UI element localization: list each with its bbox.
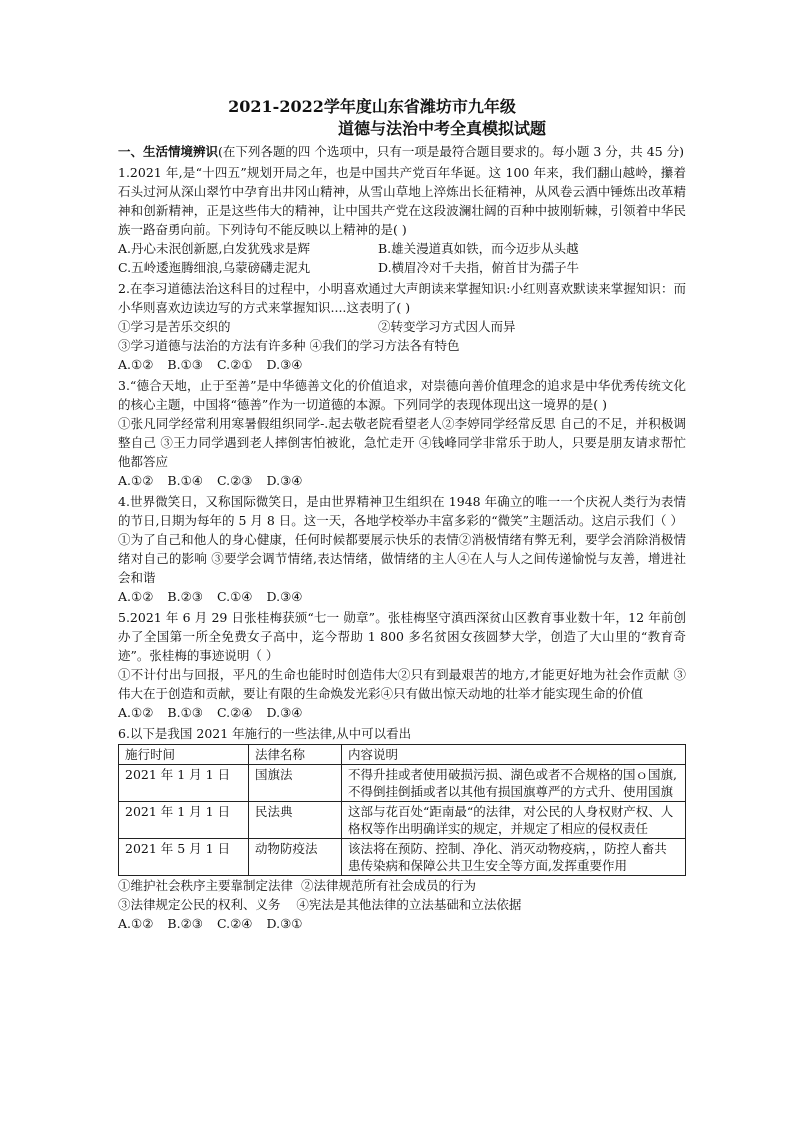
exam-title-line2: 道德与法治中考全真模拟试题 <box>337 119 546 138</box>
question-2-answer-c[interactable]: C.②① <box>217 357 253 372</box>
question-2-statements-row1 <box>118 317 686 336</box>
question-2-stem: 2.在李习道德法治这科目的过程中，小明喜欢通过大声朗读来掌握知识:小红则喜欢默读来掌握知识：而小华则喜欢边读边写的方式来掌握知识....这表明了( ) <box>118 281 686 315</box>
question-4-stem: 4.世界微笑日，又称国际微笑日，是由世界精神卫生组织在 1948 年确立的唯一一个庆祝人类行为表情的节日,日期为每年的 5 月 8 日。这一天，各地学校举办丰富多彩的“微笑”主题活动。这启示我们（ ） <box>118 494 686 528</box>
question-4-answer-d[interactable]: D.③④ <box>266 589 303 604</box>
law-table-cell-desc: 该法将在预防、控制、净化、消灭动物疫病，，防控人畜共患传染病和保障公共卫生安全等方面,发挥重要作用 <box>342 839 686 876</box>
question-4-answer-a[interactable]: A.①② <box>118 589 154 604</box>
question-1-option-b[interactable]: B.雄关漫道真如铁，而今迈步从头越 <box>378 241 579 256</box>
question-2-statement-3: ③学习道德与法治的方法有许多种 <box>118 338 306 353</box>
question-1-options-row2 <box>118 258 686 277</box>
question-2-statement-4: ④我们的学习方法各有特色 <box>309 338 460 353</box>
question-3-answer-d[interactable]: D.③④ <box>266 473 303 488</box>
table-row <box>119 765 686 802</box>
question-4-body: ①为了自己和他人的身心健康，任何时候都要展示快乐的表情②消极情绪有弊无利，要学会消除消极情绪对自己的影响 ③要学会调节情绪,表达情绪，做情绪的主人④在人与人之间传递愉悦与友善，增进社会和谐 <box>118 532 686 585</box>
question-5-body: ①不计付出与回报，平凡的生命也能时时创造伟大②只有到最艰苦的地方,才能更好地为社会作贡献 ③伟大在于创造和贡献，要让有限的生命焕发光彩④只有做出惊天动地的壮举才能实现生命的价值 <box>118 667 686 701</box>
law-table-cell-date: 2021 年 1 月 1 日 <box>119 802 249 839</box>
question-6-stem: 6.以下是我国 2021 年施行的一些法律,从中可以看出 <box>118 726 412 741</box>
question-6-statements-row2 <box>118 895 686 914</box>
question-5-answer-a[interactable]: A.①② <box>118 705 154 720</box>
question-4 <box>118 492 686 606</box>
question-2-statement-2: ②转变学习方式因人而异 <box>378 319 516 334</box>
question-1-stem: 1.2021 年,是“十四五”规划开局之年，也是中国共产党百年华诞。这 100 年来，我们翻山越岭，攥着石头过河从深山翠竹中孕育出井冈山精神，从雪山草地上淬炼出长征精神，从风卷云酒中锤炼出改革精神和创新精神，正是这些伟大的精神，让中国共产党在这段波澜壮阔的百种中披刚斩棘，引领着中华民族一路奋勇向前。下列诗句不能反映以上精神的是( ) <box>118 165 686 237</box>
question-1-option-a[interactable]: A.丹心未泯创新愿,白发犹残求是辉 <box>118 241 310 256</box>
question-5-answer-d[interactable]: D.③④ <box>266 705 303 720</box>
section1-header <box>118 142 686 161</box>
law-table-cell-date: 2021 年 1 月 1 日 <box>119 765 249 802</box>
question-3-answer-a[interactable]: A.①② <box>118 473 154 488</box>
question-6-statement-4: ④宪法是其他法律的立法基础和立法依据 <box>296 897 522 912</box>
law-table-cell-desc: 不得升挂或者使用破损污损、湖色或者不合规格的国ｏ国旗,不得倒挂倒插或者以其他有损国旗尊严的方式升、使用国旗 <box>342 765 686 802</box>
question-2-statements-row2 <box>118 336 686 355</box>
law-table-header-date: 施行时间 <box>119 745 249 765</box>
question-2-answer-b[interactable]: B.①③ <box>167 357 203 372</box>
question-2-answer-a[interactable]: A.①② <box>118 357 154 372</box>
question-1-option-c[interactable]: C.五岭逶迤腾细浪,乌蒙磅礴走泥丸 <box>118 260 311 275</box>
question-6-answers <box>118 914 686 933</box>
table-row <box>119 802 686 839</box>
question-3-stem: 3.“德合天地，止于至善”是中华德善文化的价值追求，对崇德向善价值理念的追求是中华优秀传统文化的核心主题，中国将“德善”作为一切道德的本源。下列同学的表现体现出这一境界的是( ) <box>118 378 686 412</box>
question-6 <box>118 724 686 933</box>
section1-heading: 一、生活情境辨识 <box>118 144 219 159</box>
question-3-answers <box>118 471 686 490</box>
law-table-header-name: 法律名称 <box>249 745 342 765</box>
question-2-answer-d[interactable]: D.③④ <box>266 357 303 372</box>
question-6-answer-b[interactable]: B.②③ <box>167 916 203 931</box>
question-5-stem: 5.2021 年 6 月 29 日张桂梅获颁“七一 勋章”。张桂梅坚守滇西深贫山区教育事业数十年，12 年前创办了全国第一所全免费女子高中，迄今帮助 1 800 多名贫困女孩圆梦大学，创造了大山里的“教育奇迹”。张桂梅的事迹说明（ ） <box>118 610 686 663</box>
question-1-options-row1 <box>118 239 686 258</box>
question-1 <box>118 163 686 277</box>
question-6-answer-d[interactable]: D.③① <box>266 916 303 931</box>
section1-instructions: (在下列各题的四 个选项中，只有一项是最符合题目要求的。每小题 3 分，共 45 分) <box>218 144 684 159</box>
question-6-answer-a[interactable]: A.①② <box>118 916 154 931</box>
question-6-statement-3: ③法律规定公民的权利、义务 <box>118 897 281 912</box>
table-row <box>119 839 686 876</box>
question-3 <box>118 376 686 490</box>
question-4-answer-c[interactable]: C.①④ <box>217 589 253 604</box>
law-table-cell-name: 民法典 <box>249 802 342 839</box>
question-3-body: ①张凡同学经常利用寒暑假组织同学-.起去敬老院看望老人②李婷同学经常反思 自己的不足，并积极调整自己 ③王力同学遇到老人摔倒害怕被讹，急忙走开 ④钱峰同学非常乐于助人，只要是朋友请求帮忙他都答应 <box>118 416 686 469</box>
question-3-answer-c[interactable]: C.②③ <box>217 473 253 488</box>
question-4-answer-b[interactable]: B.②③ <box>167 589 203 604</box>
question-5-answer-b[interactable]: B.①③ <box>167 705 203 720</box>
question-6-statement-1: ①维护社会秩序主要靠制定法律 <box>118 878 294 893</box>
law-table <box>118 744 686 876</box>
law-table-header-desc: 内容说明 <box>342 745 686 765</box>
question-2 <box>118 279 686 374</box>
exam-page <box>118 96 686 933</box>
question-5 <box>118 608 686 722</box>
question-2-answers <box>118 355 686 374</box>
question-4-answers <box>118 587 686 606</box>
question-5-answer-c[interactable]: C.②④ <box>217 705 253 720</box>
law-table-cell-date: 2021 年 5 月 1 日 <box>119 839 249 876</box>
law-table-header-row <box>119 745 686 765</box>
exam-title-line1: 2021-2022学年度山东省潍坊市九年级 <box>228 97 516 116</box>
law-table-cell-name: 动物防疫法 <box>249 839 342 876</box>
question-3-answer-b[interactable]: B.①④ <box>167 473 203 488</box>
question-2-statement-1: ①学习是苦乐交织的 <box>118 319 231 334</box>
law-table-cell-name: 国旗法 <box>249 765 342 802</box>
question-6-statement-2: ②法律规范所有社会成员的行为 <box>300 878 476 893</box>
law-table-cell-desc: 这部与花百处“距南最“的法律，对公民的人身权财产权、人格权等作出明确详实的规定，并规定了相应的侵权责任 <box>342 802 686 839</box>
question-6-answer-c[interactable]: C.②④ <box>217 916 253 931</box>
question-6-statements-row1 <box>118 876 686 895</box>
question-5-answers <box>118 703 686 722</box>
question-1-option-d[interactable]: D.横眉冷对千夫指，俯首甘为孺子牛 <box>378 260 580 275</box>
